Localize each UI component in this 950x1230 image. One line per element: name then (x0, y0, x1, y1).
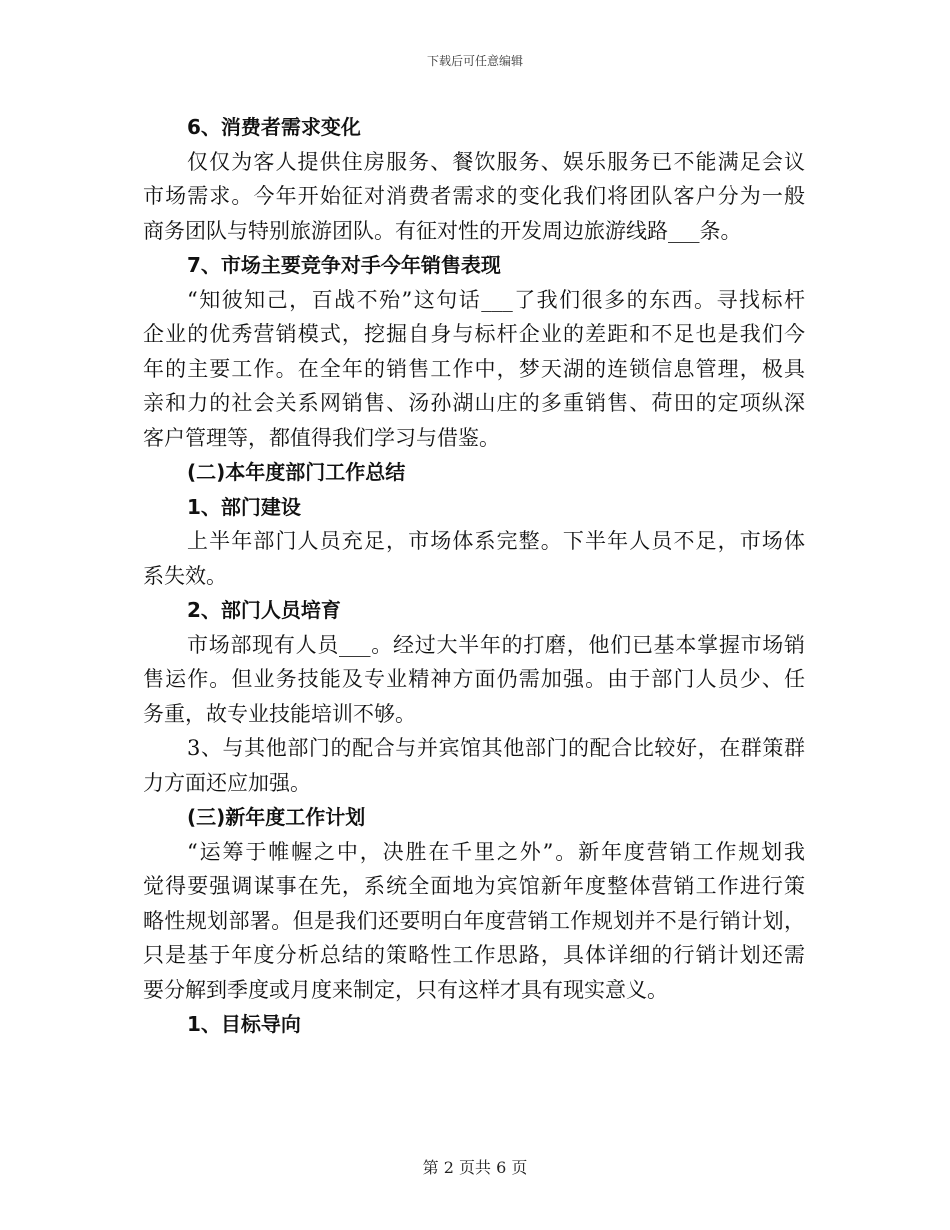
section-heading-department-building: 1、部门建设 (187, 494, 301, 519)
paragraph-line: 务重，故专业技能培训不够。 (143, 701, 416, 726)
paragraph-line: 售运作。但业务技能及专业精神方面仍需加强。由于部门人员少、任 (143, 667, 805, 691)
section-heading-annual-summary: (二)本年度部门工作总结 (187, 460, 406, 484)
paragraph-line: “运筹于帷幄之中，决胜在千里之外”。新年度营销工作规划我 (187, 839, 805, 864)
document-body (143, 110, 805, 1042)
paragraph-line: 亲和力的社会关系网销售、汤孙湖山庄的多重销售、荷田的定项纵深 (143, 391, 805, 415)
page-footer: 第 2 页共 6 页 (422, 1158, 528, 1177)
paragraph-line: 觉得要强调谋事在先，系统全面地为宾馆新年度整体营销工作进行策 (143, 874, 805, 898)
paragraph-line: 力方面还应加强。 (143, 770, 311, 795)
paragraph-line: 上半年部门人员充足，市场体系完整。下半年人员不足，市场体 (187, 529, 805, 553)
paragraph-line: 略性规划部署。但是我们还要明白年度营销工作规划并不是行销计划， (143, 908, 805, 933)
paragraph-line: 商务团队与特别旅游团队。有征对性的开发周边旅游线路___条。 (143, 218, 742, 243)
paragraph-line: 市场部现有人员___。经过大半年的打磨，他们已基本掌握市场销 (187, 632, 805, 657)
section-heading-competitors: 7、市场主要竞争对手今年销售表现 (187, 253, 501, 277)
section-heading-consumer-demand: 6、消费者需求变化 (187, 115, 361, 139)
paragraph-line: 企业的优秀营销模式，挖掘自身与标杆企业的差距和不足也是我们今 (143, 322, 805, 346)
paragraph-line: 系失效。 (143, 563, 227, 588)
page-header: 下载后可任意编辑 (426, 54, 523, 68)
paragraph-line: 市场需求。今年开始征对消费者需求的变化我们将团队客户分为一般 (143, 184, 805, 208)
section-heading-staff-training: 2、部门人员培育 (187, 598, 341, 622)
paragraph-line: 只是基于年度分析总结的策略性工作思路，具体详细的行销计划还需 (143, 943, 805, 967)
paragraph-line: 仅仅为客人提供住房服务、餐饮服务、娱乐服务已不能满足会议 (187, 149, 805, 174)
paragraph-line: 3、与其他部门的配合与并宾馆其他部门的配合比较好，在群策群 (187, 736, 805, 760)
paragraph-line: 客户管理等，都值得我们学习与借鉴。 (143, 425, 500, 450)
paragraph-line: 要分解到季度或月度来制定，只有这样才具有现实意义。 (143, 977, 668, 1002)
paragraph-line: “知彼知己，百战不殆”这句话___了我们很多的东西。寻找标杆 (187, 287, 805, 312)
section-heading-new-year-plan: (三)新年度工作计划 (187, 805, 366, 829)
paragraph-line: 年的主要工作。在全年的销售工作中，梦天湖的连锁信息管理，极具 (143, 356, 805, 381)
section-heading-goal-orientation: 1、目标导向 (187, 1012, 301, 1036)
